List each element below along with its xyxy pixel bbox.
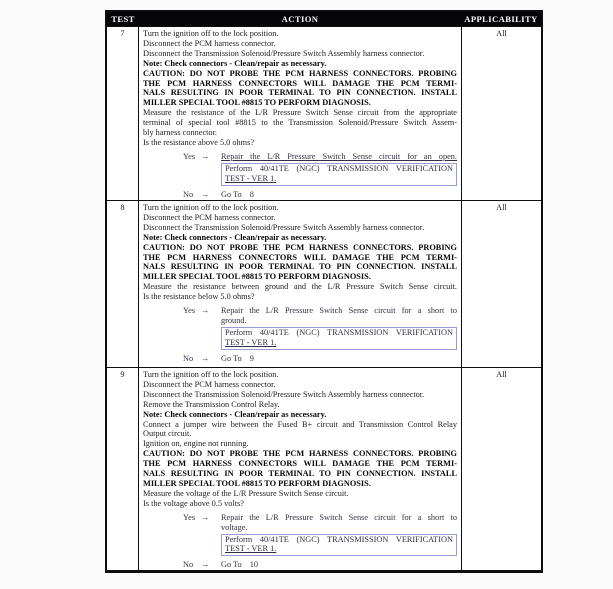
- goto-target: 10: [249, 560, 258, 570]
- goto-text: Go To: [221, 189, 242, 199]
- goto-line: [221, 190, 457, 200]
- action-line: NALS RESULTING IN POOR TERMINAL TO PIN CONNECTION. INSTALL: [143, 469, 457, 479]
- no-label: No: [183, 189, 194, 199]
- action-line: Disconnect the Transmission Solenoid/Pressure Switch Assembly harness connector.: [143, 222, 425, 232]
- action-line: CAUTION: DO NOT PROBE THE PCM HARNESS CONNECTORS. PROBING: [143, 242, 457, 252]
- verification-link-text: Perform 40/41TE (NGC) TRANSMISSION VERIFICATION: [225, 534, 453, 544]
- action-line: Is the resistance below 5.0 ohms?: [143, 292, 255, 302]
- no-branch: [183, 560, 457, 570]
- action-line: THE PCM HARNESS CONNECTORS WILL DAMAGE THE PCM TERMI-: [143, 78, 457, 88]
- action-line: NALS RESULTING IN POOR TERMINAL TO PIN CONNECTION. INSTALL: [143, 88, 457, 98]
- column-header-test: TEST: [111, 14, 135, 24]
- arrow-right-icon: →: [201, 353, 210, 363]
- column-header-applicability: APPLICABILITY: [464, 14, 538, 24]
- arrow-right-icon: →: [201, 560, 210, 570]
- action-line: Note: Check connectors - Clean/repair as necessary.: [143, 232, 327, 242]
- action-line: CAUTION: DO NOT PROBE THE PCM HARNESS CONNECTORS. PROBING: [143, 449, 457, 459]
- applicability-cell: All: [496, 370, 507, 379]
- applicability-cell: All: [496, 203, 507, 212]
- applicability-cell: All: [496, 29, 507, 38]
- action-line: bly harness connector.: [143, 128, 217, 138]
- goto-target: 8: [249, 189, 254, 199]
- table-rows: [107, 26, 541, 570]
- yes-result: [221, 152, 457, 186]
- goto-target: 9: [249, 353, 254, 363]
- action-line: Disconnect the PCM harness connector.: [143, 212, 276, 222]
- action-line: MILLER SPECIAL TOOL #8815 TO PERFORM DIAGNOSIS.: [143, 478, 371, 488]
- table-row: [107, 367, 541, 570]
- action-line: THE PCM HARNESS CONNECTORS WILL DAMAGE THE PCM TERMI-: [143, 252, 457, 262]
- action-line: Disconnect the PCM harness connector.: [143, 38, 276, 48]
- arrow-right-icon: →: [201, 151, 210, 161]
- repair-link[interactable]: Repair the L/R Pressure Switch Sense circuit for an open.: [221, 151, 457, 161]
- verification-link-box[interactable]: [221, 534, 457, 557]
- action-line: Ignition on, engine not running.: [143, 439, 249, 449]
- no-branch: [183, 190, 457, 200]
- yes-result: [221, 513, 457, 557]
- no-branch: [183, 354, 457, 364]
- no-label: No: [183, 353, 194, 363]
- goto-text: Go To: [221, 560, 242, 570]
- verification-link-text: TEST - VER 1.: [225, 173, 277, 183]
- goto-text: Go To: [221, 353, 242, 363]
- yes-label: Yes: [183, 306, 196, 316]
- yes-branch: [183, 513, 457, 557]
- verification-link-box[interactable]: [221, 163, 457, 186]
- action-line: THE PCM HARNESS CONNECTORS WILL DAMAGE THE PCM TERMI-: [143, 459, 457, 469]
- verification-link-box[interactable]: [221, 327, 457, 350]
- action-line: MILLER SPECIAL TOOL #8815 TO PERFORM DIAGNOSIS.: [143, 272, 371, 282]
- action-line: Output circuit.: [143, 429, 192, 439]
- arrow-right-icon: →: [201, 189, 210, 199]
- action-line: Disconnect the PCM harness connector.: [143, 379, 276, 389]
- action-line: Disconnect the Transmission Solenoid/Pressure Switch Assembly harness connector.: [143, 389, 425, 399]
- yes-label: Yes: [183, 512, 196, 522]
- action-line: Measure the resistance between ground and the L/R Pressure Switch Sense circuit.: [143, 282, 457, 292]
- test-cell: 8: [107, 201, 139, 367]
- action-line: Turn the ignition off to the lock position.: [143, 29, 279, 38]
- action-line: Note: Check connectors - Clean/repair as necessary.: [143, 409, 327, 419]
- action-line: Is the resistance above 5.0 ohms?: [143, 137, 255, 147]
- arrow-right-icon: →: [201, 512, 210, 522]
- yes-result-line: ground.: [221, 315, 247, 325]
- no-label: No: [183, 560, 194, 570]
- action-cell: [139, 201, 462, 367]
- verification-link-text: TEST - VER 1.: [225, 337, 277, 347]
- test-cell: 7: [107, 27, 139, 200]
- yes-result-line: Repair the L/R Pressure Switch Sense circuit for a short to: [221, 512, 457, 522]
- yes-result: [221, 306, 457, 350]
- no-result: [221, 560, 457, 570]
- action-line: MILLER SPECIAL TOOL #8815 TO PERFORM DIAGNOSIS.: [143, 98, 371, 108]
- action-cell: [139, 368, 462, 570]
- goto-line: [221, 560, 457, 570]
- verification-link-text: TEST - VER 1.: [225, 544, 277, 554]
- action-line: Turn the ignition off to the lock position.: [143, 203, 279, 212]
- table-row: [107, 26, 541, 200]
- action-cell: [139, 27, 462, 200]
- action-line: Measure the voltage of the L/R Pressure Switch Sense circuit.: [143, 488, 349, 498]
- action-line: Turn the ignition off to the lock position.: [143, 370, 279, 379]
- action-line: CAUTION: DO NOT PROBE THE PCM HARNESS CONNECTORS. PROBING: [143, 68, 457, 78]
- diagnostic-table: [105, 10, 543, 573]
- no-result: [221, 354, 457, 364]
- arrow-right-icon: →: [201, 306, 210, 316]
- action-line: Is the voltage above 0.5 volts?: [143, 498, 244, 508]
- table-header: [107, 12, 541, 26]
- yes-result-line: Repair the L/R Pressure Switch Sense circuit for a short to: [221, 306, 457, 316]
- action-line: NALS RESULTING IN POOR TERMINAL TO PIN CONNECTION. INSTALL: [143, 262, 457, 272]
- table-row: [107, 200, 541, 367]
- action-line: Disconnect the Transmission Solenoid/Pressure Switch Assembly harness connector.: [143, 48, 425, 58]
- yes-branch: [183, 306, 457, 350]
- action-line: Remove the Transmission Control Relay.: [143, 399, 280, 409]
- yes-label: Yes: [183, 151, 196, 161]
- verification-link-text: Perform 40/41TE (NGC) TRANSMISSION VERIFICATION: [225, 327, 453, 337]
- goto-line: [221, 354, 457, 364]
- yes-branch: [183, 152, 457, 186]
- action-line: Connect a jumper wire between the Fused B+ circuit and Transmission Control Relay: [143, 419, 457, 429]
- column-header-action: ACTION: [281, 14, 319, 24]
- no-result: [221, 190, 457, 200]
- action-line: Note: Check connectors - Clean/repair as necessary.: [143, 58, 327, 68]
- action-line: Measure the resistance of the L/R Pressure Switch Sense circuit from the appropriate: [143, 108, 457, 118]
- action-line: terminal of special tool #8815 to the Transmission Solenoid/Pressure Switch Assem-: [143, 118, 457, 128]
- yes-result-line: voltage.: [221, 522, 248, 532]
- verification-link-text: Perform 40/41TE (NGC) TRANSMISSION VERIFICATION: [225, 163, 453, 173]
- test-cell: 9: [107, 368, 139, 570]
